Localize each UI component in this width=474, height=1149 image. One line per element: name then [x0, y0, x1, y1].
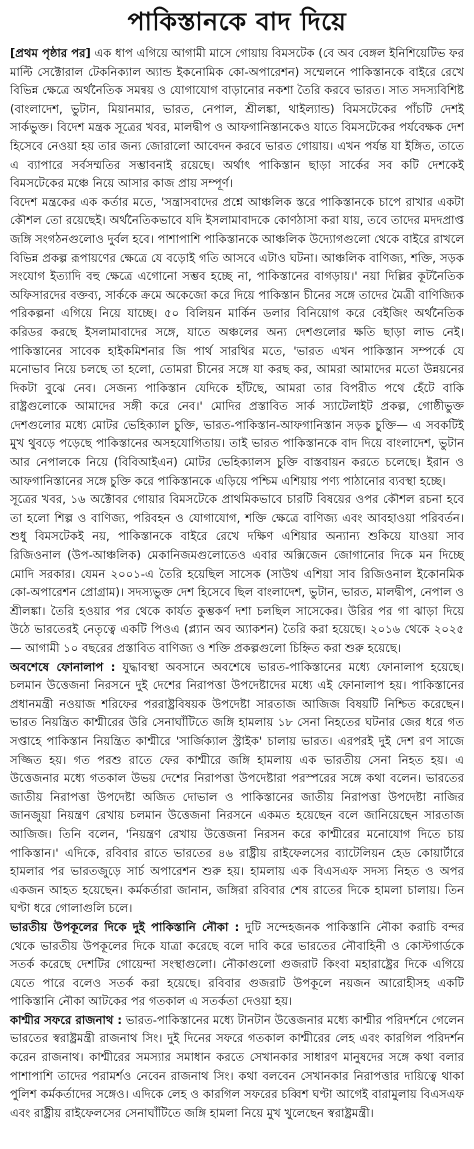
- article-paragraph: [10, 490, 464, 657]
- paragraph-lead: [প্রথম পৃষ্ঠার পর]: [10, 46, 91, 60]
- subheading: কাশ্মীর সফরে রাজনাথ :: [10, 1012, 123, 1027]
- article-body: [10, 44, 464, 1122]
- paragraph-text: যুদ্ধাবস্থা অবসানে অবশেষে ভারত-পাকিস্তানের মধ্যে ফোনালাপ হয়েছে। চলমান উত্তেজনা নিরসনে দুই দেশের নিরাপত্তা উপদেষ্টাদের মধ্যে এই ফোনালাপ হয়। পাকিস্তানের প্রধানমন্ত্রী নওয়াজ শরিফের পররাষ্ট্রবিষয়ক উপদেষ্টা সারতাজ আজিজ বিষয়টি নিশ্চিত করেছেন। ভারত নিয়ন্ত্রিত কাশ্মীরের উরি সেনাঘাঁটিতে জঙ্গি হামলায় ১৮ সেনা নিহতের ঘটনার জের ধরে গত সপ্তাহে পাকিস্তান নিয়ন্ত্রিত কাশ্মীরে 'সার্জিক্যাল স্ট্রাইক' চালায় ভারত। এরপরই দুই দেশ রণ সাজে সজ্জিত হয়। গত পরশু রাতে ফের কাশ্মীরে জঙ্গি হামলায় এক ভারতীয় সেনা নিহত হয়। এ উত্তেজনার মধ্যে গতকাল উভয় দেশের নিরাপত্তা উপদেষ্টারা পরস্পরের সঙ্গে কথা বলেন। ভারতের জাতীয় নিরাপত্তা উপদেষ্টা অজিত দোভাল ও পাকিস্তানের জাতীয় নিরাপত্তা উপদেষ্টা নাজির জানজুয়া নিয়ন্ত্রণ রেখায় চলমান উত্তেজনা নিরসনে একমত হয়েছেন বলে জানিয়েছেন সারতাজ আজিজ। তিনি বলেন, 'নিয়ন্ত্রণ রেখায় উত্তেজনা নিরসন করে কাশ্মীরের মনোযোগ দিতে চায় পাকিস্তান।' এদিকে, রবিবার রাতে ভারতের ৪৬ রাষ্ট্রীয় রাইফেলসের ব্যাটেলিয়ন হেড কোয়ার্টারে হামলার পর ভারতজুড়ে সার্চ অপারেশন শুরু হয়। হামলায় এক বিএসএফ সদস্য নিহত ও অপর একজন আহত হয়েছেন। কর্মকর্তারা জানান, জঙ্গিরা রবিবার শেষ রাতের দিকে হামলা চালায়। তিন ঘণ্টা ধরে গোলাগুলি চলে।: [10, 659, 465, 916]
- paragraph-text: বিদেশ মন্ত্রকের এক কর্তার মতে, 'সন্ত্রাসবাদের প্রশ্নে আঞ্চলিক স্তরে পাকিস্তানকে চাপে রাখার একটা কৌশল তো রয়েছেই। অর্থনৈতিকভাবে যদি ইসলামাবাদকে কোণঠাসা করা যায়, তবে তাদের মদদপ্রাপ্ত জঙ্গি সংগঠনগুলোও দুর্বল হবে। পাশাপাশি পাকিস্তানকে আঞ্চলিক উদ্যোগগুলো থেকে বাইরে রাখলে বিভিন্ন প্রকল্প রূপায়ণের ক্ষেত্রে যে বড়োই গতি আসবে এটাও ঘটনা। আঞ্চলিক বাণিজ্য, শক্তি, সড়ক সংযোগ ইত্যাদি বহু ক্ষেত্রে এগোনো সম্ভব হচ্ছে না, পাকিস্তানের বাগড়ায়।' নয়া দিল্লির কূটনৈতিক অফিসারদের বক্তব্য, সার্ককে ক্রমে অকেজো করে দিয়ে পাকিস্তান চীনের সঙ্গে তাদের মৈত্রী বাণিজ্যিক পরিকল্পনা এগিয়ে নিয়ে যাচ্ছে। ৫০ বিলিয়ন মার্কিন ডলার বিনিয়োগ করে বেইজিং অর্থনৈতিক করিডর করছে ইসলামাবাদের সঙ্গে, যাতে অঞ্চলের অন্য দেশগুলোর ক্ষতি ছাড়া লাভ নেই। পাকিস্তানের সাবেক হাইকমিশনার জি পার্থ সারথির মতে, 'ভারত এখন পাকিস্তান সম্পর্কে যে মনোভাব নিয়ে চলছে তা হলো, তোমরা চীনের সঙ্গে যা করছ কর, আমরা আমাদের মতো উন্নয়নের দিকটা বুঝে নেব। সেজন্য পাকিস্তান যেদিকে হাঁটছে, আমরা তার বিপরীত পথে হেঁটে বাকি রাষ্ট্রগুলোকে আমাদের সঙ্গী করে নেব।' মোদির প্রস্তাবিত সার্ক স্যাটেলাইট প্রকল্প, গোষ্ঠীভুক্ত দেশগুলোর মধ্যে মোটর ভেহিক্যাল চুক্তি, ভারত-পাকিস্তান-আফগানিস্তান সড়ক চুক্তি— এ সবকটিই মুখ থুবড়ে পড়েছে পাকিস্তানের অসহযোগিতায়। তাই ভারত পাকিস্তানকে বাদ দিয়ে বাংলাদেশ, ভুটান আর নেপালকে নিয়ে (বিবিআইএন) মোটর ভেহিক্যালস চুক্তি বাস্তবায়ন করতে চলেছে। ইরান ও আফগানিস্তানের সঙ্গে চুক্তি করে পাকিস্তানকে এড়িয়ে পশ্চিম এশিয়ায় পণ্য পাঠানোর ব্যবস্থা হচ্ছে।: [10, 194, 464, 488]
- headline: পাকিস্তানকে বাদ দিয়ে: [127, 7, 347, 36]
- paragraph-text: দুটি সন্দেহজনক পাকিস্তানি নৌকা করাচি বন্দর থেকে ভারতীয় উপকূলের দিকে যাত্রা করেছে বলে দাবি করে ভারতের নৌবাহিনী ও কোস্টগার্ডকে সতর্ক করেছে দেশটির গোয়েন্দা সংস্থাগুলো। নৌকাগুলো গুজরাট কিংবা মহারাষ্ট্রের দিকে এগিয়ে যেতে পারে বলেও সতর্ক করা হয়েছে। রবিবার গুজরাট উপকূলে নয়জন আরোহীসহ একটি পাকিস্তানি নৌকা আটকের পর গতকাল এ সতর্কতা দেওয়া হয়।: [10, 919, 464, 1009]
- article-paragraph: [10, 658, 464, 918]
- article-paragraph: [10, 918, 464, 1011]
- article-paragraph: [10, 193, 464, 491]
- article-paragraph: [10, 1011, 464, 1123]
- paragraph-text: সূত্রের খবর, ১৬ অক্টোবর গোয়ার বিমসটেকে প্রাথমিকভাবে চারটি বিষয়ের ওপর কৌশল রচনা হবে তা হলো শিল্প ও বাণিজ্য, পরিবহন ও যোগাযোগ, শক্তি ক্ষেত্রে বাণিজ্য এবং আবহাওয়া পরিবর্তন। শুধু বিমসটেকই নয়, পাকিস্তানকে বাইরে রেখে দক্ষিণ এশিয়ার অন্যান্য শুকিয়ে যাওয়া সাব রিজিওনাল (উপ-আঞ্চলিক) মেকানিজমগুলোতেও এবার অক্সিজেন জোগানোর দিকে মন দিচ্ছে মোদি সরকার। যেমন ২০০১-এ তৈরি হয়েছিল সাসেক (সাউথ এশিয়া সাব রিজিওনাল ইকোনমিক কো-অপারেশন প্রোগ্রাম)। সদস্যভুক্ত দেশ হিসেবে ছিল বাংলাদেশ, ভুটান, ভারত, মালদ্বীপ, নেপাল ও শ্রীলঙ্কা। তৈরি হওয়ার পর থেকে কার্যত কুম্ভকর্ণ দশা চলছিল সাসেকের। উরির পর গা ঝাড়া দিয়ে উঠে ভারতেরই নেতৃত্বে একটি পিওএ (প্ল্যান অব অ্যাকশন) তৈরি করা হয়েছে। ২০১৬ থেকে ২০২৫— আগামী ১০ বছরের প্রস্তাবিত বাণিজ্য ও শক্তি প্রকল্পগুলো চিহ্নিত করা শুরু হয়েছে।: [10, 492, 464, 655]
- paragraph-text: এক ধাপ এগিয়ে আগামী মাসে গোয়ায় বিমসটেক (বে অব বেঙ্গল ইনিশিয়েটিভ ফর মাল্টি সেক্টোরাল টেকনিক্যাল অ্যান্ড ইকনোমিক কো-অপারেশন) সম্মেলনে পাকিস্তানকে বাইরে রেখে বিভিন্ন ক্ষেত্রে অর্থনৈতিক সমন্বয় ও যোগাযোগ বাড়ানোর নকশা তৈরি করবে ভারত। সাত সদস্যবিশিষ্ট (বাংলাদেশ, ভুটান, মিয়ানমার, ভারত, নেপাল, শ্রীলঙ্কা, থাইল্যান্ড) বিমসটেকের পাঁচটি দেশই সার্কভুক্ত। বিদেশ মন্ত্রক সূত্রের খবর, মালদ্বীপ ও আফগানিস্তানকেও যাতে বিমসটেকের পর্যবেক্ষক দেশ হিসেবে নেওয়া হয় তার জন্য জোরালো আবেদন করবে ভারত গোয়ায়। এখন পর্যন্ত যা ইঙ্গিত, তাতে এ ব্যাপারে সর্বসম্মতির সম্ভাবনাই রয়েছে। অর্থাৎ পাকিস্তান ছাড়া সার্কের সব কটি দেশকেই বিমসটেকের মঞ্চে নিয়ে আসার কাজ প্রায় সম্পূর্ণ।: [10, 46, 464, 191]
- subheading: ভারতীয় উপকূলের দিকে দুই পাকিস্তানি নৌকা :: [10, 919, 240, 934]
- article-paragraph: [10, 44, 464, 193]
- paragraph-text: ভারত-পাকিস্তানের মধ্যে টানটান উত্তেজনার মধ্যে কাশ্মীর পরিদর্শনে গেলেন ভারতের স্বরাষ্ট্রমন্ত্রী রাজনাথ সিং। দুই দিনের সফরে গতকাল কাশ্মীরের লেহ এবং কারগিল পরিদর্শন করেন রাজনাথ। কাশ্মীরের সমস্যার সমাধান করতে সেখানকার সাধারণ মানুষদের সঙ্গে কথা বলার পাশাপাশি তাদের পরামর্শও নেবেন রাজনাথ সিং। কথা বলবেন সেখানকার নিরাপত্তার দায়িত্বে থাকা পুলিশ কর্মকর্তাদের সঙ্গেও। এদিকে লেহ ও কারগিল সফরের চব্বিশ ঘণ্টা আগেই বারামুলায় বিএসএফ এবং রাষ্ট্রীয় রাইফেলসের সেনাঘাঁটিতে জঙ্গি হামলা নিয়ে মুখ খুলেছেন স্বরাষ্ট্রমন্ত্রী।: [10, 1012, 465, 1120]
- subheading: অবশেষে ফোনালাপ :: [10, 659, 116, 674]
